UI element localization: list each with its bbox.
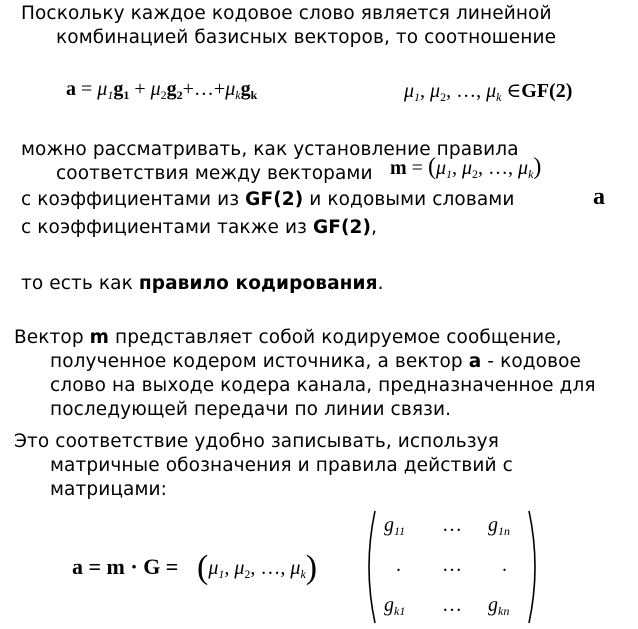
formula-matrix-lhs: a = m · G = (72, 554, 179, 579)
formula-coefficients-in-gf2: $\mu_1$, $\mu_2$, …, $\mu_k$ ∈GF(2) (404, 80, 573, 104)
para3-line-3: слово на выходе кодера канала, предназначенное для (50, 375, 596, 396)
matrix-left-paren (362, 508, 378, 626)
para1-line-1: можно рассматривать, как установление правила (21, 139, 519, 160)
matrix-cell-g1n: $g_{1n}$ (488, 514, 510, 538)
intro-line-1: Поскольку каждое кодовое слово является линейной (21, 3, 552, 24)
intro-line-2: комбинацией базисных векторов, то соотношение (56, 27, 557, 48)
para2-line: то есть как правило кодирования. (21, 273, 384, 294)
matrix-right-paren (526, 508, 542, 626)
para4-line-3: матрицами: (50, 479, 167, 500)
para4-line-2: матричные обозначения и правила действий с (50, 455, 513, 476)
para1-line-3: с коэффициентами из GF(2) и кодовыми словами (21, 189, 515, 210)
formula-linear-combination: $a = \mu_1g_1$ + $\mu_2g_2+\dots+\mu_kg_k$ (66, 78, 258, 102)
matrix-cell-dots-r3: … (442, 594, 462, 616)
codeword-a-symbol: a (593, 184, 605, 210)
matrix-cell-dot-r2c1: . (396, 554, 401, 576)
para1-line-2: соответствия между векторами (56, 163, 373, 184)
formula-matrix-mu-vector: ($\mu_1$, $\mu_2$, …, $\mu_k$) (197, 549, 318, 586)
matrix-cell-dots-r1: … (442, 514, 462, 536)
para3-line-4: последующей передачи по линии связи. (50, 399, 452, 420)
matrix-cell-dot-r2c3: . (502, 554, 507, 576)
para1-line-4: с коэффициентами также из GF(2), (21, 217, 378, 238)
para4-line-1: Это соответствие удобно записывать, используя (14, 431, 499, 452)
para3-line-2: полученное кодером источника, а вектор a - кодовое (50, 351, 581, 372)
matrix-cell-g11: $g_{11}$ (384, 514, 406, 538)
matrix-cell-gk1: $g_{k1}$ (384, 594, 406, 618)
formula-m-vector: $m = (\mu_1$, $\mu_2$, …, $\mu_k$) (390, 154, 542, 181)
para3-line-1: Вектор m представляет собой кодируемое сообщение, (14, 327, 562, 348)
matrix-cell-gkn: $g_{kn}$ (488, 594, 510, 618)
matrix-cell-dots-r2: … (442, 554, 462, 576)
generator-matrix (362, 508, 542, 626)
